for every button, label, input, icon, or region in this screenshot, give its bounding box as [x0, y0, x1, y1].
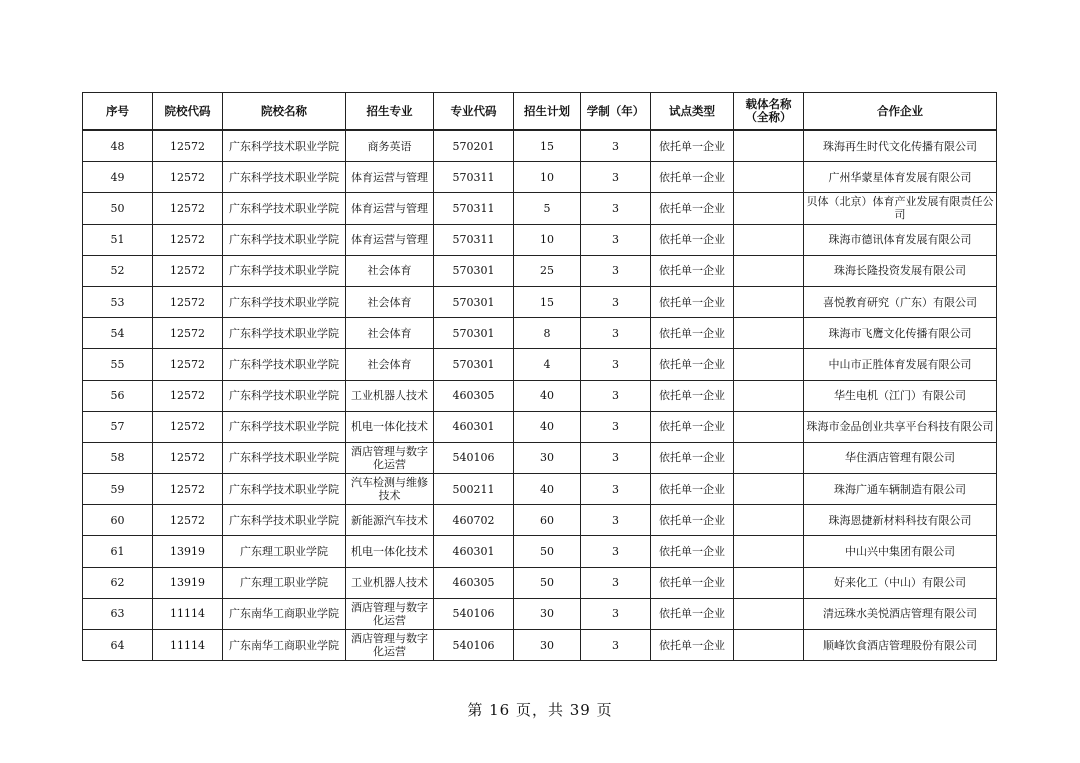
cell-pilot-type: 依托单一企业 [651, 349, 734, 380]
cell-school-name: 广东南华工商职业学院 [223, 630, 346, 661]
cell-major: 商务英语 [346, 130, 434, 162]
cell-pilot-type: 依托单一企业 [651, 536, 734, 567]
cell-enterprise: 清远珠水美悦酒店管理有限公司 [804, 598, 997, 629]
cell-school-name: 广东科学技术职业学院 [223, 411, 346, 442]
cell-school-code: 12572 [153, 318, 223, 349]
cell-pilot-type: 依托单一企业 [651, 286, 734, 317]
table-row [83, 224, 997, 255]
cell-duration: 3 [581, 474, 651, 505]
cell-pilot-type: 依托单一企业 [651, 255, 734, 286]
cell-school-code: 12572 [153, 442, 223, 473]
cell-carrier [734, 411, 804, 442]
cell-seq: 49 [83, 162, 153, 193]
cell-plan: 60 [514, 505, 581, 536]
cell-major-code: 540106 [434, 442, 514, 473]
cell-plan: 30 [514, 442, 581, 473]
cell-seq: 52 [83, 255, 153, 286]
cell-pilot-type: 依托单一企业 [651, 598, 734, 629]
header-carrier [734, 93, 804, 131]
cell-pilot-type: 依托单一企业 [651, 567, 734, 598]
cell-major-code: 460301 [434, 411, 514, 442]
cell-duration: 3 [581, 130, 651, 162]
cell-major: 新能源汽车技术 [346, 505, 434, 536]
header-duration: 学制（年） [581, 93, 651, 131]
cell-seq: 53 [83, 286, 153, 317]
cell-pilot-type: 依托单一企业 [651, 505, 734, 536]
cell-enterprise: 中山兴中集团有限公司 [804, 536, 997, 567]
header-row [83, 93, 997, 131]
cell-enterprise: 华住酒店管理有限公司 [804, 442, 997, 473]
cell-duration: 3 [581, 567, 651, 598]
cell-enterprise: 珠海市德讯体育发展有限公司 [804, 224, 997, 255]
cell-carrier [734, 474, 804, 505]
cell-pilot-type: 依托单一企业 [651, 630, 734, 661]
cell-major: 社会体育 [346, 318, 434, 349]
header-enterprise: 合作企业 [804, 93, 997, 131]
cell-duration: 3 [581, 349, 651, 380]
table-row [83, 380, 997, 411]
header-seq: 序号 [83, 93, 153, 131]
cell-school-name: 广东科学技术职业学院 [223, 255, 346, 286]
cell-major: 汽车检测与维修技术 [346, 474, 434, 505]
table-row [83, 162, 997, 193]
table-row [83, 630, 997, 661]
cell-seq: 60 [83, 505, 153, 536]
cell-carrier [734, 224, 804, 255]
cell-school-code: 12572 [153, 130, 223, 162]
cell-plan: 15 [514, 286, 581, 317]
cell-carrier [734, 536, 804, 567]
cell-major-code: 570311 [434, 224, 514, 255]
cell-school-name: 广东理工职业学院 [223, 536, 346, 567]
cell-enterprise: 珠海长隆投资发展有限公司 [804, 255, 997, 286]
cell-major: 酒店管理与数字化运营 [346, 442, 434, 473]
cell-enterprise: 珠海市金品创业共享平台科技有限公司 [804, 411, 997, 442]
cell-pilot-type: 依托单一企业 [651, 162, 734, 193]
cell-school-code: 12572 [153, 193, 223, 224]
cell-duration: 3 [581, 224, 651, 255]
header-major-code: 专业代码 [434, 93, 514, 131]
cell-pilot-type: 依托单一企业 [651, 318, 734, 349]
cell-seq: 54 [83, 318, 153, 349]
header-school-name: 院校名称 [223, 93, 346, 131]
cell-school-name: 广东科学技术职业学院 [223, 505, 346, 536]
cell-major-code: 570201 [434, 130, 514, 162]
cell-major: 体育运营与管理 [346, 193, 434, 224]
cell-major: 工业机器人技术 [346, 380, 434, 411]
cell-carrier [734, 567, 804, 598]
cell-school-code: 12572 [153, 505, 223, 536]
cell-school-name: 广东科学技术职业学院 [223, 193, 346, 224]
cell-school-code: 12572 [153, 286, 223, 317]
table-row [83, 598, 997, 629]
cell-enterprise: 珠海恩捷新材料科技有限公司 [804, 505, 997, 536]
cell-school-name: 广东科学技术职业学院 [223, 349, 346, 380]
cell-school-code: 11114 [153, 630, 223, 661]
cell-major: 社会体育 [346, 286, 434, 317]
cell-pilot-type: 依托单一企业 [651, 442, 734, 473]
cell-major-code: 570301 [434, 318, 514, 349]
cell-major: 酒店管理与数字化运营 [346, 598, 434, 629]
table-header [83, 93, 997, 131]
cell-carrier [734, 193, 804, 224]
cell-seq: 63 [83, 598, 153, 629]
cell-pilot-type: 依托单一企业 [651, 193, 734, 224]
cell-school-name: 广东理工职业学院 [223, 567, 346, 598]
table-row [83, 349, 997, 380]
table-row [83, 130, 997, 162]
cell-plan: 8 [514, 318, 581, 349]
cell-enterprise: 好来化工（中山）有限公司 [804, 567, 997, 598]
cell-school-code: 12572 [153, 474, 223, 505]
cell-pilot-type: 依托单一企业 [651, 224, 734, 255]
cell-school-name: 广东科学技术职业学院 [223, 318, 346, 349]
cell-major-code: 540106 [434, 630, 514, 661]
cell-duration: 3 [581, 442, 651, 473]
table-row [83, 505, 997, 536]
cell-duration: 3 [581, 286, 651, 317]
cell-seq: 51 [83, 224, 153, 255]
cell-seq: 64 [83, 630, 153, 661]
cell-carrier [734, 380, 804, 411]
cell-carrier [734, 598, 804, 629]
cell-school-code: 13919 [153, 567, 223, 598]
cell-plan: 50 [514, 567, 581, 598]
cell-pilot-type: 依托单一企业 [651, 411, 734, 442]
cell-major: 酒店管理与数字化运营 [346, 630, 434, 661]
header-carrier-line1: 载体名称 [745, 97, 792, 111]
cell-plan: 10 [514, 224, 581, 255]
header-plan: 招生计划 [514, 93, 581, 131]
cell-major: 工业机器人技术 [346, 567, 434, 598]
cell-carrier [734, 286, 804, 317]
cell-plan: 5 [514, 193, 581, 224]
cell-school-code: 12572 [153, 162, 223, 193]
cell-school-name: 广东科学技术职业学院 [223, 380, 346, 411]
cell-duration: 3 [581, 380, 651, 411]
cell-carrier [734, 255, 804, 286]
cell-major: 社会体育 [346, 349, 434, 380]
cell-seq: 62 [83, 567, 153, 598]
cell-carrier [734, 318, 804, 349]
cell-seq: 56 [83, 380, 153, 411]
cell-school-name: 广东科学技术职业学院 [223, 224, 346, 255]
cell-major-code: 570301 [434, 349, 514, 380]
cell-seq: 57 [83, 411, 153, 442]
cell-major-code: 460301 [434, 536, 514, 567]
cell-enterprise: 喜悦教育研究（广东）有限公司 [804, 286, 997, 317]
table-row [83, 567, 997, 598]
cell-enterprise: 顺峰饮食酒店管理股份有限公司 [804, 630, 997, 661]
table-row [83, 193, 997, 224]
cell-seq: 58 [83, 442, 153, 473]
cell-major-code: 540106 [434, 598, 514, 629]
cell-school-name: 广东南华工商职业学院 [223, 598, 346, 629]
cell-enterprise: 中山市正胜体育发展有限公司 [804, 349, 997, 380]
cell-duration: 3 [581, 255, 651, 286]
cell-pilot-type: 依托单一企业 [651, 380, 734, 411]
cell-major-code: 460305 [434, 380, 514, 411]
table-row [83, 411, 997, 442]
table-row [83, 286, 997, 317]
cell-school-code: 12572 [153, 255, 223, 286]
cell-enterprise: 华生电机（江门）有限公司 [804, 380, 997, 411]
cell-plan: 40 [514, 474, 581, 505]
cell-plan: 40 [514, 411, 581, 442]
header-carrier-line2: （全称） [745, 110, 792, 124]
cell-major: 体育运营与管理 [346, 162, 434, 193]
cell-school-code: 12572 [153, 411, 223, 442]
cell-plan: 15 [514, 130, 581, 162]
cell-carrier [734, 505, 804, 536]
cell-duration: 3 [581, 318, 651, 349]
cell-school-name: 广东科学技术职业学院 [223, 474, 346, 505]
cell-plan: 30 [514, 598, 581, 629]
cell-carrier [734, 349, 804, 380]
cell-enterprise: 广州华蒙星体育发展有限公司 [804, 162, 997, 193]
cell-seq: 61 [83, 536, 153, 567]
cell-carrier [734, 130, 804, 162]
cell-carrier [734, 442, 804, 473]
cell-school-code: 11114 [153, 598, 223, 629]
enrollment-table [82, 92, 997, 661]
cell-school-code: 12572 [153, 380, 223, 411]
table-row [83, 442, 997, 473]
cell-duration: 3 [581, 505, 651, 536]
cell-major-code: 570301 [434, 286, 514, 317]
cell-enterprise: 珠海再生时代文化传播有限公司 [804, 130, 997, 162]
table-body [83, 130, 997, 661]
header-school-code: 院校代码 [153, 93, 223, 131]
cell-major: 机电一体化技术 [346, 536, 434, 567]
cell-seq: 50 [83, 193, 153, 224]
cell-plan: 50 [514, 536, 581, 567]
cell-pilot-type: 依托单一企业 [651, 130, 734, 162]
cell-school-name: 广东科学技术职业学院 [223, 130, 346, 162]
cell-major-code: 570311 [434, 162, 514, 193]
cell-enterprise: 珠海市飞鹰文化传播有限公司 [804, 318, 997, 349]
cell-plan: 30 [514, 630, 581, 661]
table-row [83, 318, 997, 349]
cell-duration: 3 [581, 630, 651, 661]
cell-carrier [734, 162, 804, 193]
cell-major-code: 570301 [434, 255, 514, 286]
cell-school-code: 12572 [153, 349, 223, 380]
cell-pilot-type: 依托单一企业 [651, 474, 734, 505]
cell-duration: 3 [581, 162, 651, 193]
cell-school-code: 13919 [153, 536, 223, 567]
cell-school-code: 12572 [153, 224, 223, 255]
cell-major-code: 570311 [434, 193, 514, 224]
cell-major: 社会体育 [346, 255, 434, 286]
cell-plan: 40 [514, 380, 581, 411]
cell-duration: 3 [581, 411, 651, 442]
cell-school-name: 广东科学技术职业学院 [223, 286, 346, 317]
table-row [83, 474, 997, 505]
cell-major: 机电一体化技术 [346, 411, 434, 442]
cell-plan: 4 [514, 349, 581, 380]
table-row [83, 255, 997, 286]
cell-major-code: 460702 [434, 505, 514, 536]
page-footer: 第 16 页，共 39 页 [467, 701, 613, 719]
cell-seq: 48 [83, 130, 153, 162]
cell-major-code: 460305 [434, 567, 514, 598]
cell-duration: 3 [581, 193, 651, 224]
cell-major: 体育运营与管理 [346, 224, 434, 255]
table-row [83, 536, 997, 567]
cell-carrier [734, 630, 804, 661]
cell-seq: 55 [83, 349, 153, 380]
cell-school-name: 广东科学技术职业学院 [223, 442, 346, 473]
cell-duration: 3 [581, 598, 651, 629]
cell-duration: 3 [581, 536, 651, 567]
cell-plan: 25 [514, 255, 581, 286]
cell-enterprise: 贝体（北京）体育产业发展有限责任公司 [804, 193, 997, 224]
cell-plan: 10 [514, 162, 581, 193]
cell-seq: 59 [83, 474, 153, 505]
cell-school-name: 广东科学技术职业学院 [223, 162, 346, 193]
cell-enterprise: 珠海广通车辆制造有限公司 [804, 474, 997, 505]
cell-major-code: 500211 [434, 474, 514, 505]
header-major: 招生专业 [346, 93, 434, 131]
header-pilot-type: 试点类型 [651, 93, 734, 131]
